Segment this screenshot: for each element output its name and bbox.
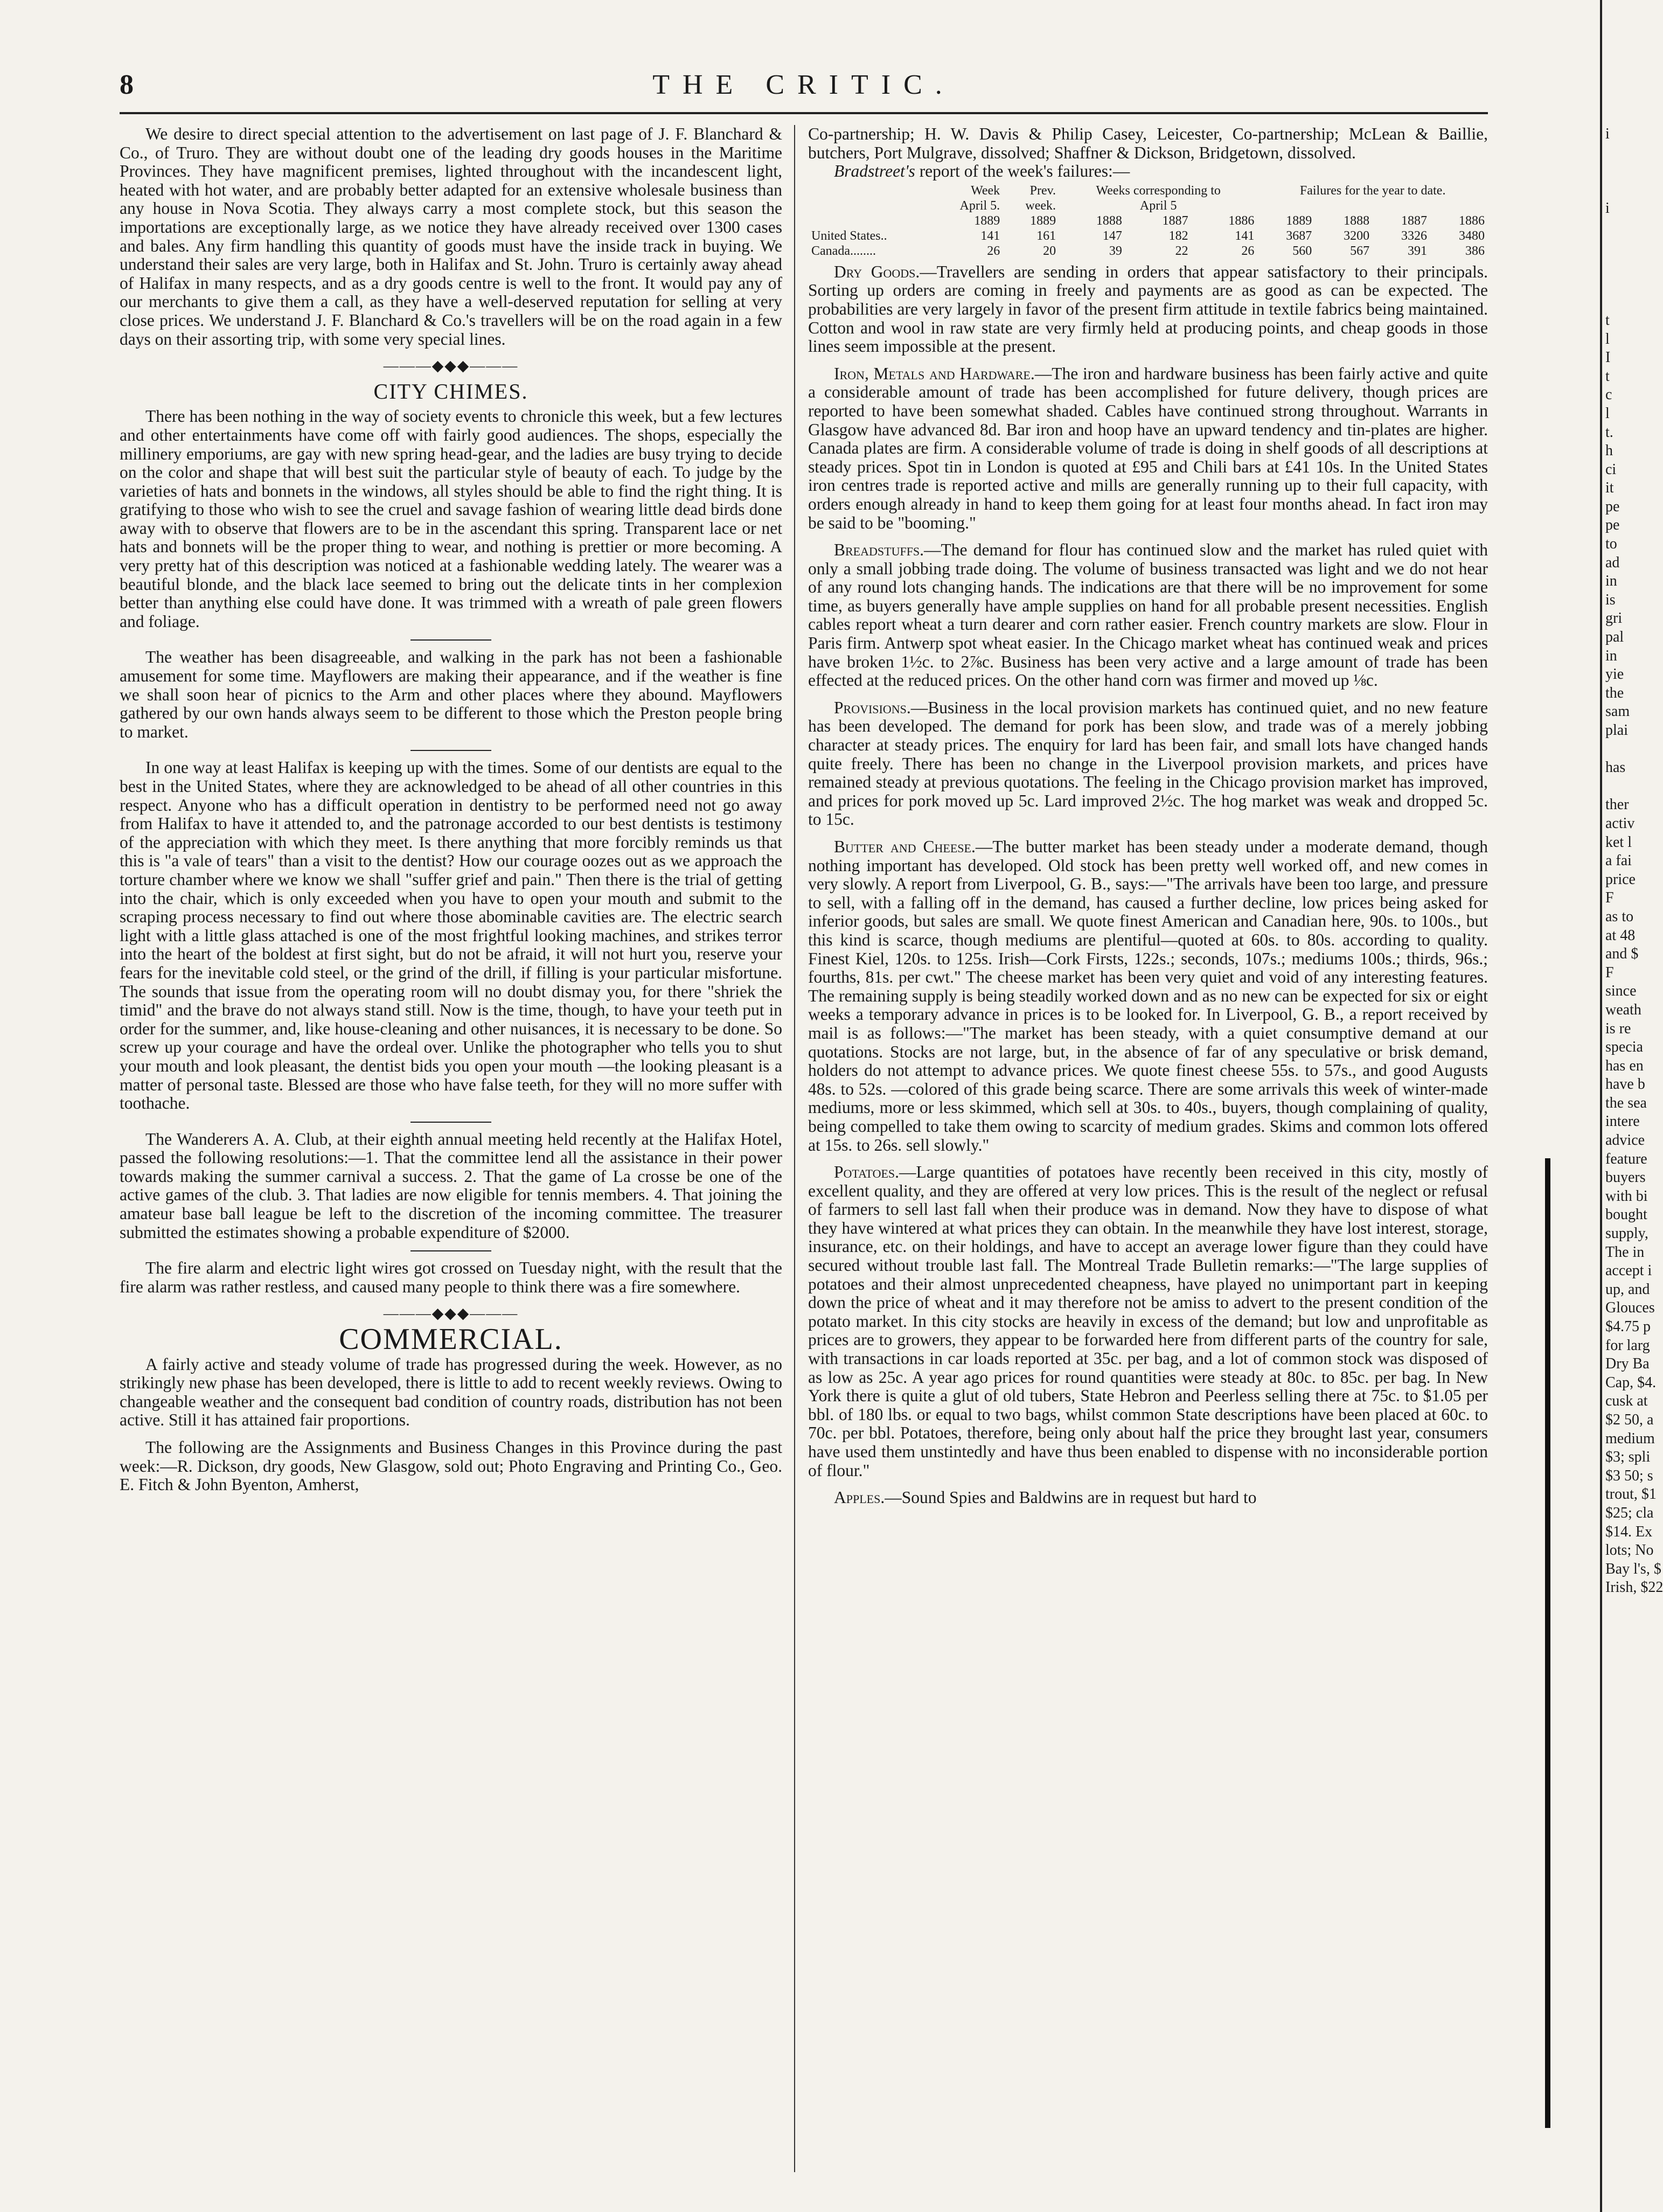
edge-fragment: the	[1605, 684, 1624, 701]
edge-fragment: I	[1605, 349, 1611, 366]
edge-fragment: l	[1605, 405, 1610, 422]
page-edge-line	[1600, 0, 1602, 2212]
edge-fragment	[1605, 274, 1647, 293]
iron-body: —The iron and hardware business has been fairly active and quite a considerable amount of trade has been accomplished for future delivery, though prices are reported to have been somewhat shaded. Cables have continued strong throughout. Warrants in Glasgow have advanced 8d. Bar iron and hoop have an upward tendency and tin-plates are higher. Canada plates are firm. A considerable volume of trade is doing in shelf goods of all descriptions at steady prices. Spot tin in London is quoted at £95 and Chili bars at £41 10s. In the United States iron centres trade is reported active and mills are generally running up to their full capacity, with orders enough already in hand to keep them going for at least four months ahead. In fact iron may be said to be "booming."	[808, 364, 1488, 532]
edge-fragment	[1605, 144, 1647, 163]
potatoes-paragraph	[808, 1163, 1488, 1480]
edge-fragment: Cap, $4.	[1605, 1374, 1657, 1391]
edge-fragment: have b	[1605, 1076, 1645, 1093]
table-cell: 560	[1292, 244, 1312, 258]
bradstreet-rest: report of the week's failures:—	[915, 162, 1130, 181]
edge-fragment: cusk at	[1605, 1393, 1648, 1410]
edge-fragment: $3; spli	[1605, 1449, 1651, 1466]
blanchard-notice: We desire to direct special attention to the advertisement on last page of J. F. Blanchard & Co., of Truro. They are without doubt one of the leading dry goods houses in the Maritime Provinces. They have magnificent premises, lighted throughout with the incandescent light, heated with hot water, and are probably better adapted for an extensive wholesale business than any house in Nova Scotia. They always carry a most complete stock, but this season the importations are exceptionally large, as we notice they have already received over 1300 cases and bales. Any firm handling this quantity of goods must have the inside track in buying. We understand their sales are very large, both in Halifax and St. John. Truro is certainly away ahead of Halifax in many respects, and as a dry goods centre is well to the front. It would pay any of our merchants to give them a call, as they have a well-deserved reputation for selling at very close prices. We understand J. F. Blanchard & Co.'s travellers will be on the road again in a few days on their assorting trip, with some very special lines.	[120, 124, 782, 349]
edge-fragment: to	[1605, 535, 1617, 553]
section-divider	[410, 639, 491, 641]
year-cell: 1889	[1030, 213, 1056, 228]
table-cell: 391	[1408, 244, 1428, 258]
edge-fragment: $25; cla	[1605, 1504, 1654, 1521]
edge-fragment: ther	[1605, 796, 1629, 813]
edge-fragment: F	[1605, 889, 1614, 907]
table-cell: 26	[1241, 244, 1255, 258]
edge-fragment: as to	[1605, 908, 1634, 925]
commercial-assignments: The following are the Assignments and Business Changes in this Province during the past week:—R. Dickson, dry goods, New Glasgow, sold out; Photo Engraving and Printing Co., Geo. E. Fitch & John Byenton, Amherst,	[120, 1438, 782, 1494]
edge-fragment: Irish, $22	[1605, 1579, 1663, 1596]
edge-fragment: a fai	[1605, 852, 1632, 870]
city-chimes-wanderers: The Wanderers A. A. Club, at their eighth annual meeting held recently at the Halifax Hotel, passed the following resolutions:—1. That the committee lend all the assistance in their power towards making the summer carnival a success. 2. That the game of La crosse be one of the active games of the club. 3. That ladies are now eligible for tennis members. 4. That joining the amateur base ball league be left to the discretion of the incoming committee. The treasurer submitted the estimates showing a probable expenditure of $2000.	[120, 1129, 782, 1242]
edge-fragment: advice	[1605, 1132, 1645, 1149]
table-cell: 567	[1350, 244, 1370, 258]
adjacent-page-edge	[1605, 125, 1663, 1597]
table-cell: 141	[980, 228, 1000, 243]
dry-goods-paragraph	[808, 263, 1488, 356]
edge-fragment: h	[1605, 442, 1613, 460]
edge-fragment: pal	[1605, 629, 1624, 646]
edge-fragment: c	[1605, 386, 1612, 404]
dry-goods-body: —Travellers are sending in orders that appear satisfactory to their principals. Sorting up orders are coming in freely and payments are as good as can be expected. The probabilities are very largely in favor of the present firm attitude in textile fabrics being maintained. Cotton and wool in raw state are very firmly held at producing points, and cheap goods in those lines seem impossible at the present.	[808, 262, 1488, 356]
table-cell: 386	[1465, 244, 1485, 258]
breadstuffs-heading: Breadstuffs.	[834, 540, 924, 560]
edge-fragment: i	[1605, 200, 1610, 217]
section-divider	[410, 1122, 491, 1123]
edge-fragment: feature	[1605, 1150, 1647, 1167]
edge-fragment: the sea	[1605, 1094, 1647, 1111]
column-divider	[794, 125, 795, 2172]
edge-fragment: $3 50; s	[1605, 1467, 1653, 1484]
table-cell: 141	[1235, 228, 1255, 243]
edge-fragment	[1605, 777, 1647, 796]
edge-fragment: ci	[1605, 461, 1617, 478]
potatoes-body: —Large quantities of potatoes have recently been received in this city, mostly of excellent quality, and they are offered at very low prices. This is the result of the neglect or refusal of farmers to sell last fall when their produce was in demand. Now they have to dispose of what they have wintered at what prices they can obtain. In the meanwhile they have lost interest, storage, insurance, etc. on their holdings, and have to accept an average lower figure than they could have secured without trouble last fall. The Montreal Trade Bulletin remarks:—"The large supplies of potatoes and their almost unprecedented cheapness, have played no unimportant part in keeping down the price of wheat and it may therefore not be amiss to advert to the present condition of the potato market. In this city stocks are heavily in excess of the demand; but low and unprofitable as prices are to growers, they appear to be forwarded here from different parts of the country for sale, with transactions in car loads reported at 35c. per bag, and a lot of common stock was disposed of as low as 25c. A year ago prices for round quantities were steady at 80c. to 85c. per bag. In New York there is quite a glut of old tubers, State Hebron and Peerless selling there at 75c. to $1.05 per bbl. of 180 lbs. or equal to two bags, whilst common State descriptions have been placed at 60c. to 70c. per bbl. Potatoes, therefore, being only about half the price they brought last year, consumers have used them unstintedly and have thus been enabled to dispense with no inconsiderable portion of flour."	[808, 1163, 1488, 1480]
provisions-paragraph	[808, 699, 1488, 829]
city-chimes-weather: The weather has been disagreeable, and walking in the park has not been a fashionable amusement for some time. Mayflowers are making their appearance, and if the weather is fine we shall soon hear of picnics to the Arm and other places where they abound. Mayflowers gathered by our own hands always seem to be different to those which the Preston people bring to market.	[120, 648, 782, 741]
butter-cheese-heading: Butter and Cheese.	[834, 837, 976, 856]
failures-row-united-states	[808, 228, 1488, 244]
header-cell: April 5.	[959, 198, 1000, 213]
city-chimes-fashion: There has been nothing in the way of society events to chronicle this week, but a few lectures and other entertainments have come off with fairly good audiences. The shops, especially the millinery emporiums, are gay with new spring head-gear, and the ladies are busy trying to decide on the color and shape that will best suit the particular style of beauty of each. To judge by the varieties of hats and bonnets in the windows, all styles should be able to find the right thing. It is gratifying to those who wish to see the cruel and savage fashion of wearing little dead birds done away with to observe that flowers are to be in the ascendant this spring. Transparent lace or net hats and bonnets will be the proper thing to wear, and nothing is prettier or more becoming. A very pretty hat of this description was noticed at a fashionable wedding lately. The wearer was a beautiful blonde, and the black lace seemed to bring out the delicate tints in her complexion better than anything else could have done. It was trimmed with a wreath of pale green flowers and foliage.	[120, 407, 782, 631]
section-divider	[410, 750, 491, 751]
table-cell: 3326	[1401, 228, 1428, 243]
breadstuffs-body: —The demand for flour has continued slow and the market has ruled quiet with only a small jobbing trade doing. The volume of business transacted was light and we do not hear of any round lots changing hands. The indications are that there will be no improvement for some time, as buyers generally have ample supplies on hand for all probable present necessities. English cables report wheat a turn dearer and corn rather easier. French country markets are slow. Flour in Paris firm. Antwerp spot wheat easier. In the Chicago market wheat has continued weak and prices have broken 1½c. to 2⅞c. Business has been very active and a large amount of trade has been effected at the reduced prices. On the other hand corn was firmer and moved up ⅛c.	[808, 540, 1488, 690]
year-cell: 1886	[1228, 213, 1255, 228]
edge-fragment	[1605, 218, 1647, 237]
failures-years-row	[808, 213, 1488, 228]
section-ornament: ———◆◆◆———	[383, 358, 519, 375]
city-chimes-fire-alarm: The fire alarm and electric light wires got crossed on Tuesday night, with the result that the fire alarm was rather restless, and caused many people to think there was a fire somewhere.	[120, 1258, 782, 1296]
edge-fragment: t.	[1605, 423, 1613, 441]
section-divider	[410, 1250, 491, 1251]
commercial-intro: A fairly active and steady volume of trade has progressed during the week. However, as no strikingly new phase has been developed, there is little to add to recent weekly reviews. Owing to changeable weather and the consequent bad condition of country roads, distribution has not been active. Still it has attained fair proportions.	[120, 1354, 782, 1430]
year-cell: 1888	[1096, 213, 1122, 228]
edge-fragment: since	[1605, 983, 1637, 1000]
edge-fragment: specia	[1605, 1039, 1643, 1056]
edge-fragment: has	[1605, 759, 1626, 776]
edge-fragment: Glouces	[1605, 1299, 1655, 1317]
edge-fragment: supply,	[1605, 1225, 1648, 1242]
edge-fragment	[1605, 740, 1647, 759]
edge-fragment: is	[1605, 591, 1616, 608]
edge-fragment: $14. Ex	[1605, 1523, 1653, 1540]
edge-fragment: with bi	[1605, 1187, 1648, 1205]
apples-body: —Sound Spies and Baldwins are in request but hard to	[885, 1488, 1257, 1507]
table-cell: 20	[1043, 244, 1056, 258]
year-cell: 1887	[1401, 213, 1428, 228]
edge-fragment: F	[1605, 964, 1614, 981]
failures-table	[808, 183, 1488, 259]
edge-fragment: yie	[1605, 666, 1624, 683]
bradstreet-intro	[808, 162, 1488, 181]
edge-fragment: in	[1605, 647, 1617, 664]
header-cell: Week	[971, 183, 1000, 198]
year-cell: 1889	[974, 213, 1000, 228]
butter-cheese-body: —The butter market has been steady under a moderate demand, though nothing important has developed. Old stock has been pretty well worked off, and new comes in very slowly. A report from Liverpool, G. B., says:—"The arrivals have been too large, and pressure to sell, with a falling off in the demand, has caused a further decline, low prices being asked for inferior goods, but sales are small. We quote finest American and Canadian here, 90s. to 100s., but this kind is scarce, though mediums are plentiful—quoted at 60s. to 80s. according to quality. Finest Kiel, 120s. to 125s. Irish—Cork Firsts, 122s.; seconds, 107s.; mediums 100s.; thirds, 96s.; fourths, 81s. per cwt." The cheese market has been very quiet and void of any interesting features. The remaining supply is being steadily worked down and as no new can be expected for six or eight weeks a temporary advance in prices is to be looked for. In Liverpool, G. B., a report received by mail is as follows:—"The market has been steady, with a quiet consumptive demand at our quotations. Stocks are not large, but, in the absence of far of any speculative or brisk demand, holders do not attempt to advance prices. We quote finest cheese 55s. to 57s., and good Augusts 48s. to 52s. —colored of this grade being scarce. There are some arrivals this week of winter-made mediums, more or less skimmed, which sell at 30s. to 40s., buyers, though complaining of quality, being compelled to take them owing to scarcity of medium grades. Skims and common lots offered at 15s. to 26s. sell slowly."	[808, 837, 1488, 1154]
edge-fragment: for larg	[1605, 1337, 1650, 1354]
left-column	[120, 125, 782, 1494]
year-cell: 1889	[1286, 213, 1312, 228]
edge-fragment: medium	[1605, 1430, 1655, 1447]
edge-fragment	[1605, 237, 1647, 256]
table-cell: 182	[1168, 228, 1188, 243]
dry-goods-heading: Dry Goods.	[834, 262, 920, 281]
masthead-title: THE CRITIC.	[652, 69, 955, 100]
edge-fragment: is re	[1605, 1020, 1631, 1037]
failures-header-row	[808, 198, 1488, 213]
edge-fragment: pe	[1605, 498, 1620, 515]
edge-fragment: lots; No	[1605, 1542, 1654, 1559]
header-rule	[120, 112, 1488, 114]
edge-fragment: buyers	[1605, 1169, 1646, 1186]
edge-fragment: it	[1605, 479, 1614, 497]
edge-fragment: price	[1605, 871, 1636, 888]
provisions-body: —Business in the local provision markets has continued quiet, and no new feature has been developed. The demand for pork has been slow, and trade was of a merely jobbing character at steady prices. The enquiry for lard has been fair, and small lots have changed hands quite freely. There has been no change in the Liverpool provision markets, and prices have remained steady at previous quotations. The feeling in the Chicago provision market has improved, and prices for pork moved up 5c. Lard improved 2½c. The hog market was weak and dropped 5c. to 15c.	[808, 698, 1488, 829]
assignments-continued: Co-partnership; H. W. Davis & Philip Casey, Leicester, Co-partnership; McLean & Baillie, butchers, Port Mulgrave, dissolved; Shaffner & Dickson, Bridgetown, dissolved.	[808, 124, 1488, 162]
table-cell: 3687	[1286, 228, 1312, 243]
edge-fragment: up, and	[1605, 1281, 1650, 1298]
edge-fragment: ket l	[1605, 833, 1632, 851]
header-cell: week.	[1025, 198, 1056, 213]
year-cell: 1887	[1162, 213, 1188, 228]
table-cell: 3480	[1459, 228, 1485, 243]
edge-fragment: l	[1605, 330, 1610, 347]
edge-fragment: activ	[1605, 815, 1635, 832]
table-cell: 147	[1102, 228, 1122, 243]
header-cell: Prev.	[1029, 183, 1056, 198]
page-number: 8	[120, 69, 134, 100]
potatoes-heading: Potatoes.	[834, 1163, 900, 1182]
bradstreet-name: Bradstreet's	[834, 162, 915, 181]
edge-fragment: plai	[1605, 722, 1628, 739]
row-label: United States..	[811, 228, 887, 243]
apples-heading: Apples.	[834, 1488, 885, 1507]
year-cell: 1888	[1344, 213, 1370, 228]
edge-fragment: gri	[1605, 610, 1623, 627]
edge-fragment: The in	[1605, 1243, 1645, 1261]
table-cell: 26	[987, 244, 1000, 258]
edge-fragment: ad	[1605, 554, 1620, 571]
butter-cheese-paragraph	[808, 838, 1488, 1154]
table-cell: 161	[1036, 228, 1056, 243]
iron-paragraph	[808, 365, 1488, 532]
provisions-heading: Provisions.	[834, 698, 911, 717]
section-ornament: ———◆◆◆———	[383, 1305, 519, 1323]
failures-row-canada	[808, 244, 1488, 259]
table-cell: 22	[1175, 244, 1188, 258]
table-cell: 3200	[1344, 228, 1370, 243]
edge-fragment: Bay l's, $	[1605, 1560, 1661, 1577]
city-chimes-heading: CITY CHIMES.	[373, 379, 528, 404]
edge-fragment: intere	[1605, 1113, 1640, 1130]
apples-paragraph	[808, 1488, 1488, 1507]
edge-fragment: has en	[1605, 1057, 1644, 1074]
failures-header-row	[808, 183, 1488, 198]
table-cell: 39	[1109, 244, 1122, 258]
header-cell: April 5	[1139, 198, 1177, 213]
edge-fragment: t	[1605, 367, 1610, 385]
iron-heading: Iron, Metals and Hardware.	[834, 364, 1035, 383]
city-chimes-dentists: In one way at least Halifax is keeping up with the times. Some of our dentists are equal to the best in the United States, where they are acknowledged to be ahead of all other countries in this respect. Anyone who has a difficult operation in dentistry to be performed need not go away from Halifax to have it attended to, and the patronage accorded to our best dentists is testimony of the appreciation with which they meet. Is there anything that more forcibly reminds us that this is "a vale of tears" than a visit to the dentist? How our courage oozes out as we approach the torture chamber where we know we shall "suffer grief and pain." Then there is the trial of getting into the chair, which is only exceeded when you have to open your mouth and submit to the scraping process necessary to find out where those abominable cavities are. The electric search light with a little glass attached is one of the most frightful looking machines, and strikes terror into the heart of the boldest at first sight, but do not be afraid, it will not hurt you, reserve your fears for the inevitable cold steel, or the grind of the drill, if filling is your particular misfortune. The sounds that issue from the operating room will no doubt dismay you, for there "shriek the timid" and the brave do not always stand still. Now is the time, though, to have your teeth put in order for the summer, and, like house-cleaning and other nuisances, it is necessary to be done. So screw up your courage and have the ordeal over. Unlike the photographer who tells you to shut your mouth and look pleasant, the dentist bids you open your mouth —the looking pleasant is a matter of personal taste. Blessed are those who have false teeth, for they will no more suffer with toothache.	[120, 758, 782, 1113]
year-cell: 1886	[1459, 213, 1485, 228]
edge-fragment	[1605, 255, 1647, 274]
edge-fragment: Dry Ba	[1605, 1355, 1650, 1373]
edge-fragment: in	[1605, 573, 1617, 590]
commercial-heading: COMMERCIAL.	[339, 1323, 563, 1357]
edge-fragment: bought	[1605, 1206, 1647, 1223]
header-cell: Failures for the year to date.	[1299, 183, 1446, 198]
edge-fragment	[1605, 293, 1647, 311]
edge-fragment: pe	[1605, 517, 1620, 534]
edge-fragment	[1605, 181, 1647, 200]
edge-fragment: sam	[1605, 703, 1630, 720]
edge-fragment: weath	[1605, 1001, 1641, 1018]
header-cell: Weeks corresponding to	[1096, 183, 1221, 198]
edge-fragment: $4.75 p	[1605, 1318, 1651, 1335]
edge-fragment: accept i	[1605, 1262, 1652, 1279]
edge-fragment: t	[1605, 311, 1610, 329]
margin-bar	[1545, 1158, 1550, 2128]
edge-fragment: at 48	[1605, 927, 1636, 944]
breadstuffs-paragraph	[808, 541, 1488, 690]
page-header	[120, 69, 1488, 108]
row-label: Canada........	[811, 244, 876, 258]
edge-fragment: trout, $1	[1605, 1486, 1657, 1503]
edge-fragment: i	[1605, 126, 1610, 142]
edge-fragment	[1605, 162, 1647, 181]
right-column	[808, 125, 1488, 1507]
edge-fragment: and $	[1605, 945, 1639, 963]
edge-fragment: $2 50, a	[1605, 1411, 1654, 1428]
